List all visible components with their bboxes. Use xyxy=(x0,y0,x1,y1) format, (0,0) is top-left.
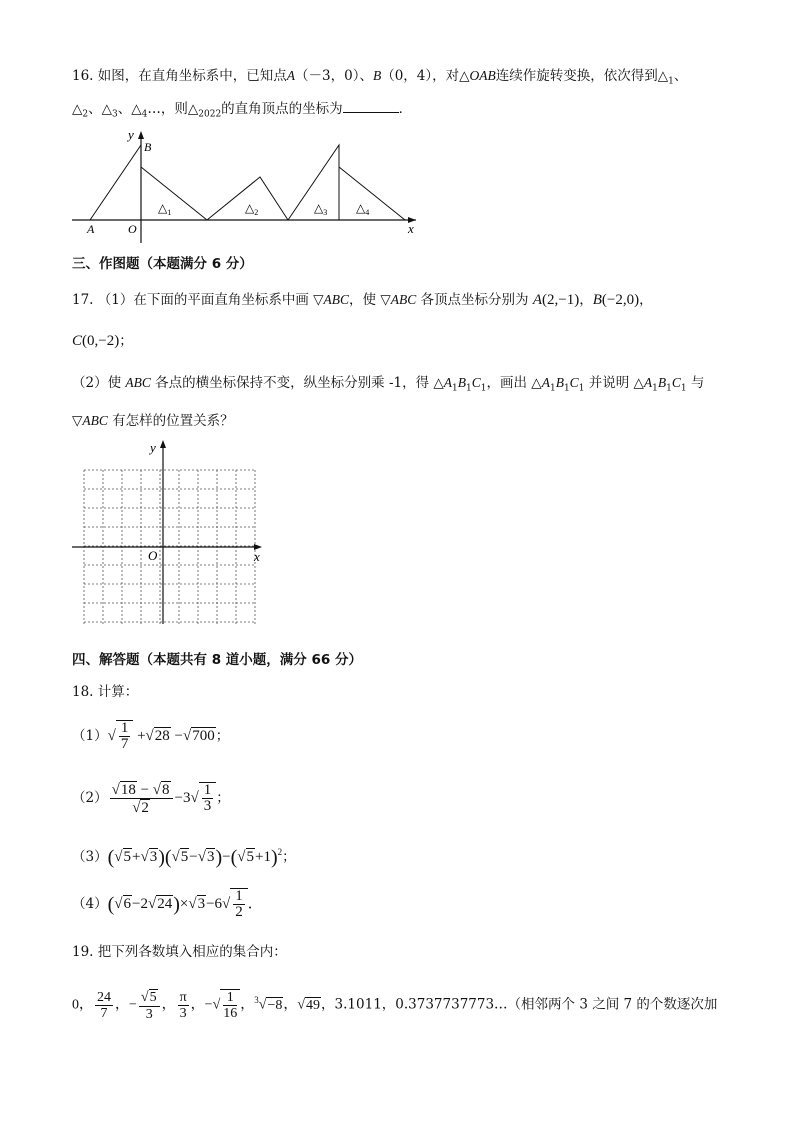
label-y: y xyxy=(128,127,134,142)
label-tri-3: $\triangle_3$ xyxy=(314,201,328,217)
section-3-heading: 三、作图题（本题满分 6 分） xyxy=(72,256,253,272)
triangle-1 xyxy=(141,167,207,220)
q16-rotation-figure xyxy=(60,125,430,245)
label-x: x xyxy=(408,221,414,236)
grid-y-arrow xyxy=(160,440,166,448)
grid-label-x: x xyxy=(254,549,260,564)
q17-line1: 17. （1）在下面的平面直角坐标系中画 ▽ABC，使 ▽ABC 各顶点坐标分别为 A(2,−1)，B(−2,0)， xyxy=(72,292,653,308)
q18-part1: （1）√ $\frac{1}{7}$ +√28 −√700； xyxy=(72,720,230,753)
fraction-2: $\frac{√18 - √8}{√2}$ xyxy=(110,781,173,816)
section-4-heading: 四、解答题（本题共有 8 道小题，满分 66 分） xyxy=(72,652,362,668)
q19-title: 19. 把下列各数填入相应的集合内： xyxy=(72,944,287,960)
grid-label-y: y xyxy=(150,440,156,455)
q17-line3: （2）使 ABC 各点的横坐标保持不变，纵坐标分别乘 -1，得 $\triangle A_1B_1C_1$，画出 $\triangle A_1B_1C_1$ 并说明 $\triangle A_1B_1C_1$ 与 xyxy=(72,375,705,394)
q17-coordinate-grid[interactable] xyxy=(68,436,273,626)
q18-title: 18. 计算： xyxy=(72,684,139,700)
q16-line2: $\triangle_2$、$\triangle_3$、$\triangle_4\dots$，则$\triangle_{2022}$的直角顶点的坐标为 ． xyxy=(72,101,413,120)
q16-line1: 16. 如图，在直角坐标系中，已知点A（－3，0）、B（0，4），对△OAB连续作旋转变换，依次得到$\triangle_1$、 xyxy=(72,68,688,87)
label-tri-4: $\triangle_4$ xyxy=(356,201,370,217)
q17-line4: ▽ABC 有怎样的位置关系？ xyxy=(72,413,234,429)
answer-blank[interactable] xyxy=(343,99,399,113)
q17-line2: C(0,−2)； xyxy=(72,333,133,349)
label-tri-1: $\triangle_1$ xyxy=(158,201,172,217)
label-tri-2: $\triangle_2$ xyxy=(245,201,259,217)
q19-numbers: 0， $\frac{24}{7}$ ，− $\frac{√5}{3}$ ， $\frac{\pi}{3}$ ，−√ $\frac{1}{16}$ ，$^3$√−8，√49，3.1011，0.3737737773…（相邻两个 3 之间 7 的个数逐次加 xyxy=(72,989,718,1022)
radical-1-7: $\frac{1}{7}$ xyxy=(116,720,134,752)
label-O: O xyxy=(128,222,137,236)
q18-part3: $(3)(√5+√3)(√5-√3)-(√5+1)^2$； xyxy=(72,846,296,869)
q18-part2: （2） $\frac{√18 - √8}{√2}$ −3√ $\frac{1}{3}$ ； xyxy=(72,782,230,817)
triangle-oab xyxy=(90,145,141,220)
label-B: B xyxy=(144,140,152,154)
label-A: A xyxy=(87,222,95,236)
y-axis-arrow xyxy=(138,131,144,139)
q18-part4: （4）(√6−2√24)×√3−6√ $\frac{1}{2}$ ． xyxy=(72,888,263,921)
grid-label-O: O xyxy=(148,548,158,563)
triangle-4 xyxy=(339,167,405,220)
